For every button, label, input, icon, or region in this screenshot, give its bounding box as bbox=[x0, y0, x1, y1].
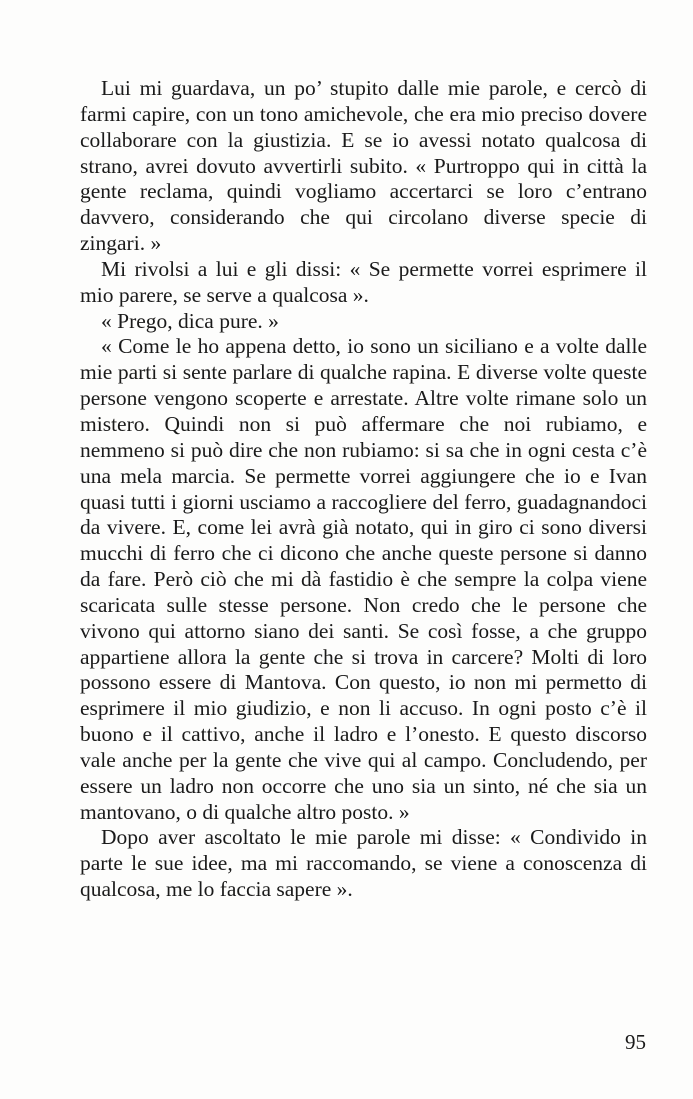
page-number: 95 bbox=[625, 1030, 646, 1054]
paragraph-2: Mi rivolsi a lui e gli dissi: « Se permette vorrei esprimere il mio parere, se serve a qualcosa ». bbox=[80, 256, 647, 307]
body-text bbox=[80, 76, 647, 903]
paragraph-1: Lui mi guardava, un po’ stupito dalle mie parole, e cercò di farmi capire, con un tono amichevole, che era mio preciso dovere collaborare con la giustizia. E se io avessi notato qualcosa di strano, avrei dovuto avvertirli subito. « Purtroppo qui in città la gente reclama, quindi vogliamo accertarci se loro c’entrano davvero, considerando che qui circolano diverse specie di zingari. » bbox=[80, 76, 647, 256]
paragraph-5: Dopo aver ascoltato le mie parole mi disse: « Condivido in parte le sue idee, ma mi raccomando, se viene a conoscenza di qualcosa, me lo faccia sapere ». bbox=[80, 825, 647, 902]
paragraph-3: « Prego, dica pure. » bbox=[101, 308, 279, 333]
paragraph-4: « Come le ho appena detto, io sono un siciliano e a volte dalle mie parti si sente parlare di qualche rapina. E diverse volte queste persone vengono scoperte e arrestate. Altre volte rimane solo un mistero. Quindi non si può affermare che noi rubiamo, e nemmeno si può dire che non rubiamo: si sa che in ogni cesta c’è una mela marcia. Se permette vorrei aggiungere che io e Ivan quasi tutti i giorni usciamo a raccogliere del ferro, guadagnandoci da vivere. E, come lei avrà già notato, qui in giro ci sono diversi mucchi di ferro che ci dicono che anche queste persone si danno da fare. Però ciò che mi dà fastidio è che sempre la colpa viene scaricata sulle stesse persone. Non credo che le persone che vivono qui attorno siano dei santi. Se così fosse, a che gruppo appartiene allora la gente che si trova in carcere? Molti di loro possono essere di Mantova. Con questo, io non mi permetto di esprimere il mio giudizio, e non li accuso. In ogni posto c’è il buono e il cattivo, anche il ladro e l’onesto. E questo discorso vale anche per la gente che vive qui al campo. Concludendo, per essere un ladro non occorre che uno sia un sinto, né che sia un mantovano, o di qualche altro posto. » bbox=[80, 334, 647, 824]
